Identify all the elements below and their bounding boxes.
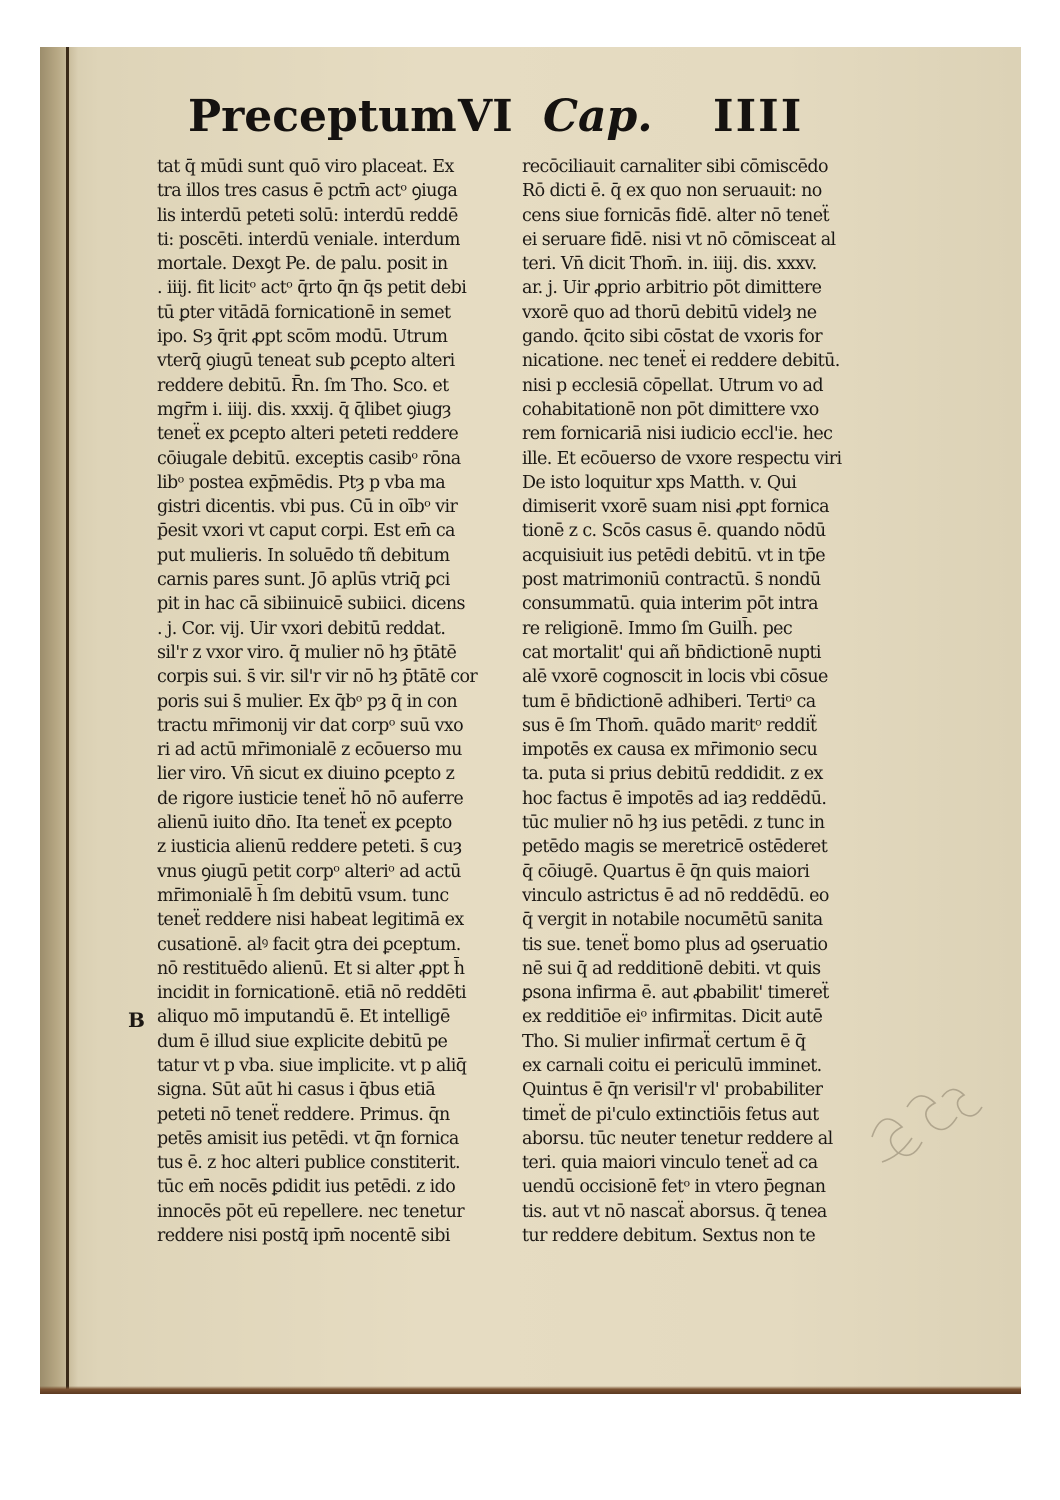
right-column-text-line: tum ē bn̄dictionē adhiberi. Tertiᵒ ca (522, 691, 816, 712)
right-column-text-line: Rō dicti ē. q̄ ex quo non seruauit: no (522, 181, 822, 202)
right-column-text-line: rem fornicariā nisi iudicio eccl'ie. hec (522, 424, 833, 445)
left-column-text-line: tat q̄ mūdi sunt quō viro placeat. Ex (157, 157, 454, 177)
left-column-text-line: alienū iuito dn̄o. Ita teneẗ ex ꝑcepto (157, 813, 452, 834)
left-column-text-line: . iiij. fit licitᵒ actᵒ q̄rto q̄n q̄s petit debi (157, 278, 467, 299)
right-column-text-line: vxorē quo ad thorū debitū videlȝ ne (522, 302, 817, 323)
left-column-text-line: cusationē. alꝰ facit ꝯtra dei ꝑceptum. (157, 934, 461, 955)
right-column-text-line: q̄ vergit in notabile nocumētū sanita (522, 910, 823, 931)
right-column-text-line: hoc factus ē impotēs ad iaȝ reddēdū. (522, 788, 827, 809)
left-column-text-line: sil'r z vxor viro. q̄ mulier nō hȝ p̄tātē (157, 642, 457, 663)
left-column-text-line: incidit in fornicationē. etiā nō reddēti (157, 983, 466, 1004)
right-column-text-line: ille. Et ecōuerso de vxore respectu viri (522, 448, 842, 469)
left-column-text-line: corpis sui. s̄ vir. sil'r vir nō hȝ p̄tātē cor (157, 667, 478, 688)
left-column-text-line: z iusticia alienū reddere peteti. s̄ cuȝ (157, 837, 462, 858)
left-column-text-line: pit in hac cā sibiinuicē subiici. dicens (157, 594, 465, 615)
left-column-text-line: tū ꝑter vitādā fornicationē in semet (157, 302, 451, 323)
left-column-text-line: cōiugale debitū. exceptis casibᵒ rōna (157, 448, 461, 469)
marginal-mark: B (128, 1008, 145, 1032)
right-column-text-line: tur reddere debitum. Sextus non te (522, 1226, 816, 1247)
running-head (188, 91, 808, 151)
left-column-text-line: ri ad actū mr̄imonialē z ecōuerso mu (157, 740, 462, 761)
right-column-text-line: tis. aut vt nō nascaẗ aborsus. q̄ tenea (522, 1201, 827, 1222)
binding-edge (66, 47, 69, 1394)
right-column-text-line: tūc mulier nō hȝ ius petēdi. z tunc in (522, 813, 825, 834)
right-column-text-line: impotēs ex causa ex mr̄imonio secu (522, 740, 818, 761)
left-column-text-line: put mulieris. In soluēdo tñ debitum (157, 545, 450, 566)
right-column-text-line: teri. Vn̄ dicit Thom̄. in. iiij. dis. xxxv. (522, 254, 817, 275)
left-column-text-line: tractu mr̄imonij vir dat corpᵒ suū vxo (157, 715, 464, 736)
left-column-text-line: vterq̄ ꝯiugū teneat sub ꝑcepto alteri (157, 351, 455, 372)
right-column-text-line: uendū occisionē fetᵒ in vtero p̄egnan (522, 1177, 826, 1198)
right-column-text-line: consummatū. quia interim pōt intra (522, 594, 818, 615)
right-column-text-line: acquisiuit ius petēdi debitū. vt in tp̄e (522, 545, 825, 566)
right-column-text-line: post matrimoniū contractū. s̄ nondū (522, 570, 821, 591)
right-column-text-line: petēdo magis se meretricē ostēderet (522, 837, 828, 858)
left-column-text-line: tatur vt p vba. siue implicite. vt p aliq̄ (157, 1055, 467, 1076)
right-column-text-line: cens siue fornicās fidē. alter nō teneẗ (522, 205, 829, 226)
left-column-text-line: reddere debitū. R̄n. ſm Tho. Sco. et (157, 375, 449, 396)
left-column-text-line: teneẗ ex ꝑcepto alteri peteti reddere (157, 424, 459, 445)
right-column-text-line: ta. puta si prius debitū reddidit. z ex (522, 764, 823, 785)
right-column-text-line: vinculo astrictus ē ad nō reddēdū. eo (522, 885, 829, 906)
right-column-text-line: timeẗ de pi'culo extinctiōis fetus aut (522, 1104, 819, 1125)
right-column-text-line: aborsu. tūc neuter tenetur reddere al (522, 1128, 833, 1149)
right-column-text-line: recōciliauit carnaliter sibi cōmiscēdo (522, 157, 828, 177)
left-column-text-line: . j. Cor. vij. Uir vxori debitū reddat. (157, 618, 446, 639)
left-column-text-line: vnus ꝯiugū petit corpᵒ alteriᵒ ad actū (157, 861, 461, 882)
right-column-text-line: sus ē ſm Thom̄. quādo maritᵒ reddiẗ (522, 715, 817, 736)
left-column-text-line: de rigore iusticie teneẗ hō nō auferre (157, 788, 464, 809)
left-column-text-line: peteti nō teneẗ reddere. Primus. q̄n (157, 1104, 450, 1125)
left-column-text-line: mgr̄m i. iiij. dis. xxxij. q̄ q̄libet ꝯiugȝ (157, 399, 451, 420)
left-column-text-line: nō restituēdo alienū. Et si alter ꝓpt h̄ (157, 958, 465, 979)
right-column-text-line: gando. q̄cito sibi cōstat de vxoris for (522, 327, 823, 348)
left-column-text-line: tūc em̄ nocēs ꝑdidit ius petēdi. z ido (157, 1177, 456, 1198)
running-head-title: Preceptum (188, 91, 457, 142)
left-column-text-line: libᵒ postea exp̄mēdis. Ptȝ p vba ma (157, 472, 446, 493)
left-column-text-line: gistri dicentis. vbi pus. Cū in oībᵒ vir (157, 497, 458, 518)
left-column-text-line: reddere nisi postq̄ ipm̄ nocentē sibi (157, 1226, 450, 1247)
right-column-text-line: Tho. Si mulier infirmaẗ certum ē q̄ (522, 1031, 806, 1052)
right-column-text-line: nē sui q̄ ad redditionē debiti. vt quis (522, 958, 821, 979)
left-column-text-line: petēs amisit ius petēdi. vt q̄n fornica (157, 1128, 459, 1149)
right-column-text-line: De isto loquitur xps Matth. v. Qui (522, 472, 797, 493)
left-column-text-line: poris sui s̄ mulier. Ex q̄bᵒ pȝ q̄ in con (157, 691, 457, 712)
left-column-text-line: ipo. Sȝ q̄rit ꝓpt scōm modū. Utrum (157, 327, 448, 348)
right-column-text-line: alē vxorē cognoscit in locis vbi cōsue (522, 667, 828, 688)
right-column-text-line: ex redditiōe eiᵒ infirmitas. Dicit autē (522, 1007, 823, 1028)
right-column-text-line: cat mortalit' qui añ bn̄dictionē nupti (522, 642, 821, 663)
left-column-text-line: tus ē. z hoc alteri publice constiterit. (157, 1153, 460, 1174)
left-text-column (157, 155, 507, 1248)
right-text-column (522, 155, 872, 1248)
left-column-text-line: signa. Sūt aūt hi casus i q̄bus etiā (157, 1080, 436, 1101)
left-column-text-line: lier viro. Vn̄ sicut ex diuino ꝑcepto z (157, 764, 455, 785)
left-column-text-line: teneẗ reddere nisi habeat legitimā ex (157, 910, 464, 931)
running-head-cap: Cap. (543, 91, 653, 142)
left-column-text-line: mr̄imonialē h̄ ſm debitū vsum. tunc (157, 885, 449, 906)
right-column-text-line: cohabitationē non pōt dimittere vxo (522, 399, 819, 420)
right-column-text-line: q̄ cōiugē. Quartus ē q̄n quis maiori (522, 861, 810, 882)
left-column-text-line: tra illos tres casus ē pctm̄ actᵒ ꝯiuga (157, 181, 458, 202)
right-column-text-line: ꝑsona infirma ē. aut ꝓbabilit' timereẗ (522, 983, 829, 1004)
left-column-text-line: mortale. Dexꝯt Pe. de palu. posit in (157, 254, 448, 275)
scanned-page (40, 47, 1021, 1394)
running-head-number: VI (458, 91, 513, 142)
page-bottom-edge (40, 1386, 1021, 1394)
right-column-text-line: nicatione. nec teneẗ ei reddere debitū. (522, 351, 840, 372)
right-column-text-line: dimiserit vxorē suam nisi ꝓpt fornica (522, 497, 829, 518)
right-column-text-line: teri. quia maiori vinculo teneẗ ad ca (522, 1153, 818, 1174)
left-column-text-line: ti: poscēti. interdū veniale. interdum (157, 229, 460, 250)
right-column-text-line: re religionē. Immo ſm Guilh̄. pec (522, 618, 793, 639)
right-column-text-line: Quintus ē q̄n verisil'r vl' probabiliter (522, 1080, 823, 1101)
left-column-text-line: carnis pares sunt. Jō aplūs vtriq̄ ꝑci (157, 570, 450, 591)
left-column-text-line: innocēs pōt eū repellere. nec tenetur (157, 1201, 465, 1222)
left-column-text-line: lis interdū peteti solū: interdū reddē (157, 205, 458, 226)
right-column-text-line: tionē z c. Scōs casus ē. quando nōdū (522, 521, 826, 542)
left-column-text-line: aliquo mō imputandū ē. Et intelligē (157, 1007, 450, 1028)
folio-number: IIII (713, 91, 804, 142)
binding-shadow (40, 47, 78, 1394)
left-column-text-line: dum ē illud siue explicite debitū pe (157, 1031, 448, 1052)
left-column-text-line: p̄esit vxori vt caput corpi. Est em̄ ca (157, 521, 455, 542)
right-column-text-line: ex carnali coitu ei periculū imminet. (522, 1055, 822, 1076)
right-column-text-line: nisi p ecclesiā cōpellat. Utrum vo ad (522, 375, 823, 396)
watermark-stamp-icon (852, 1067, 992, 1177)
right-column-text-line: tis sue. teneẗ bomo plus ad ꝯseruatio (522, 934, 828, 955)
right-column-text-line: ar. j. Uir ꝓprio arbitrio pōt dimittere (522, 278, 822, 299)
right-column-text-line: ei seruare fidē. nisi vt nō cōmisceat al (522, 229, 836, 250)
